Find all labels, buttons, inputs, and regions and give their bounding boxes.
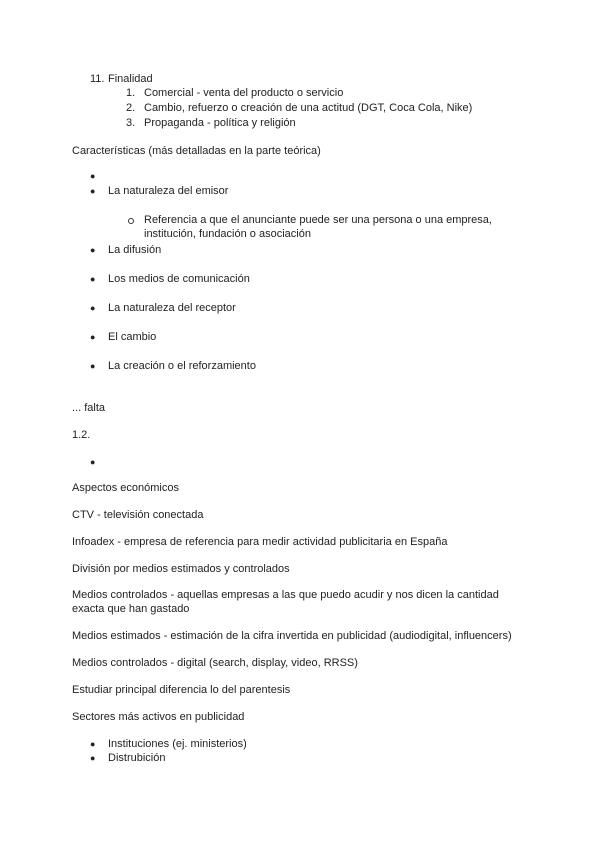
bullet-icon: ● — [90, 245, 96, 255]
paragraph-controlados-line1: Medios controlados - aquellas empresas a las que puedo acudir y nos dicen la cantidad — [72, 589, 499, 601]
sub-item-line2: institución, fundación o asociación — [144, 228, 311, 240]
paragraph-division: División por medios estimados y controlados — [72, 563, 290, 575]
bullet-icon: ● — [90, 274, 96, 284]
list-item-number: 1. — [126, 87, 136, 99]
list-item-number: 2. — [126, 102, 136, 114]
paragraph-estimados: Medios estimados - estimación de la cifra invertida en publicidad (audiodigital, influencers) — [72, 630, 512, 642]
bullet-icon: ● — [90, 739, 96, 749]
list-item-emisor: La naturaleza del emisor — [108, 185, 229, 197]
bullet-icon: ● — [90, 186, 96, 196]
list-item-number: 3. — [126, 117, 136, 129]
caracteristicas-heading: Características (más detalladas en la parte teórica) — [72, 145, 321, 157]
bullet-icon: ● — [90, 753, 96, 763]
falta-note: ... falta — [72, 402, 106, 414]
list-item-instituciones: Instituciones (ej. ministerios) — [108, 738, 247, 750]
bullet-icon: ● — [90, 171, 96, 181]
hollow-bullet-icon — [128, 218, 134, 224]
aspectos-heading: Aspectos económicos — [72, 482, 179, 494]
bullet-icon: ● — [90, 457, 96, 467]
list-item-distribucion: Distrubición — [108, 752, 166, 764]
list-item-receptor: La naturaleza del receptor — [108, 302, 236, 314]
sectores-heading: Sectores más activos en publicidad — [72, 711, 245, 723]
list-item-difusion: La difusión — [108, 244, 162, 256]
sub-item-line1: Referencia a que el anunciante puede ser una persona o una empresa, — [144, 214, 492, 226]
paragraph-controlados-digital: Medios controlados - digital (search, display, video, RRSS) — [72, 657, 358, 669]
paragraph-estudiar: Estudiar principal diferencia lo del parentesis — [72, 684, 291, 696]
list-item-cambio: El cambio — [108, 331, 157, 343]
bullet-icon: ● — [90, 303, 96, 313]
list-item: Cambio, refuerzo o creación de una actitud (DGT, Coca Cola, Nike) — [144, 102, 473, 114]
section-number: 11. — [90, 73, 105, 85]
bullet-icon: ● — [90, 332, 96, 342]
section-number-1-2: 1.2. — [72, 429, 91, 441]
list-item-creacion: La creación o el reforzamiento — [108, 360, 256, 372]
paragraph-controlados-line2: exacta que han gastado — [72, 603, 190, 615]
list-item-medios: Los medios de comunicación — [108, 273, 250, 285]
bullet-icon: ● — [90, 361, 96, 371]
list-item: Comercial - venta del producto o servicio — [144, 87, 344, 99]
list-item: Propaganda - política y religión — [144, 117, 296, 129]
section-heading: Finalidad — [108, 73, 153, 85]
paragraph-ctv: CTV - televisión conectada — [72, 509, 204, 521]
paragraph-infoadex: Infoadex - empresa de referencia para medir actividad publicitaria en España — [72, 536, 448, 548]
